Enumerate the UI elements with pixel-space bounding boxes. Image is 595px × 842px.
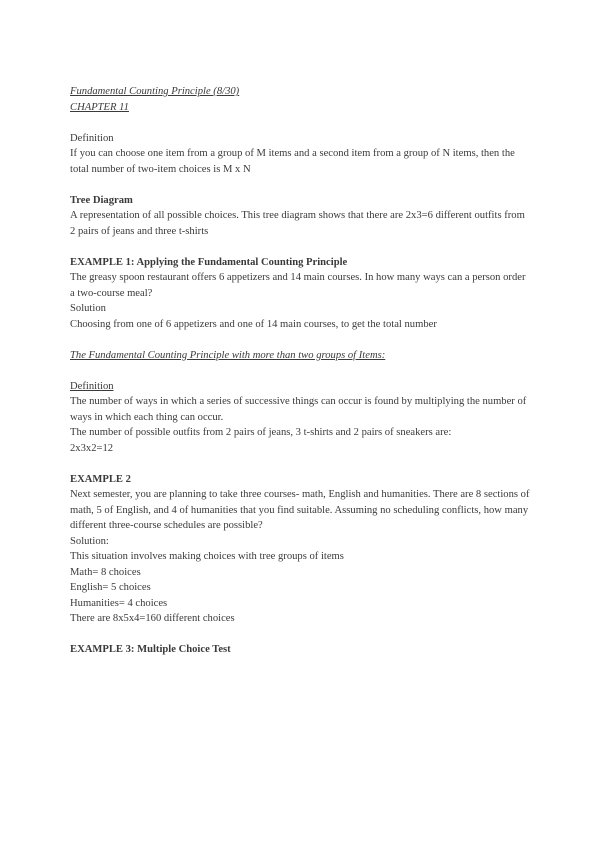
example2-humanities: Humanities= 4 choices: [70, 597, 168, 609]
more-groups-heading: The Fundamental Counting Principle with more than two groups of Items:: [70, 349, 386, 361]
definition-heading: Definition: [70, 132, 114, 144]
example2-intro: This situation involves making choices with tree groups of items: [70, 551, 344, 562]
definition-text: If you can choose one item from a group of M items and a second item from a group of N items, then the total number of two-item choices is M x N: [70, 148, 515, 175]
chapter-label: CHAPTER 11: [70, 101, 129, 113]
example2-english: English= 5 choices: [70, 582, 151, 593]
page-title: Fundamental Counting Principle (8/30): [70, 86, 240, 97]
tree-diagram-text: A representation of all possible choices. This tree diagram shows that there are 2x3=6 different outfits from 2 pairs of jeans and three t-shirts: [70, 210, 525, 237]
example1-solution-label: Solution: [70, 303, 106, 314]
example3-heading: EXAMPLE 3: Multiple Choice Test: [70, 644, 231, 655]
definition2-heading: Definition: [70, 380, 114, 392]
tree-diagram-heading: Tree Diagram: [70, 194, 133, 206]
example1-heading: EXAMPLE 1: Applying the Fundamental Counting Principle: [70, 256, 348, 268]
definition2-text: The number of ways in which a series of successive things can occur is found by multiplying the number of ways in which each thing can occur.: [70, 396, 527, 423]
outfits-calc: 2x3x2=12: [70, 442, 114, 454]
example2-heading: EXAMPLE 2: [70, 473, 131, 485]
example2-result: There are 8x5x4=160 different choices: [70, 613, 235, 624]
document-body: [70, 84, 530, 658]
outfits-text: The number of possible outfits from 2 pairs of jeans, 3 t-shirts and 2 pairs of sneakers are:: [70, 427, 452, 438]
example1-solution: Choosing from one of 6 appetizers and one of 14 main courses, to get the total number: [70, 318, 437, 330]
example2-solution-label: Solution:: [70, 535, 109, 547]
example1-problem: The greasy spoon restaurant offers 6 appetizers and 14 main courses. In how many ways can a person order a two-course meal?: [70, 272, 526, 299]
example2-problem: Next semester, you are planning to take three courses- math, English and humanities. There are 8 sections of math, 5 of English, and 4 of humanities that you find suitable. Assuming no scheduling conflicts, how many different three-course schedules are possible?: [70, 489, 530, 531]
example2-math: Math= 8 choices: [70, 566, 141, 578]
